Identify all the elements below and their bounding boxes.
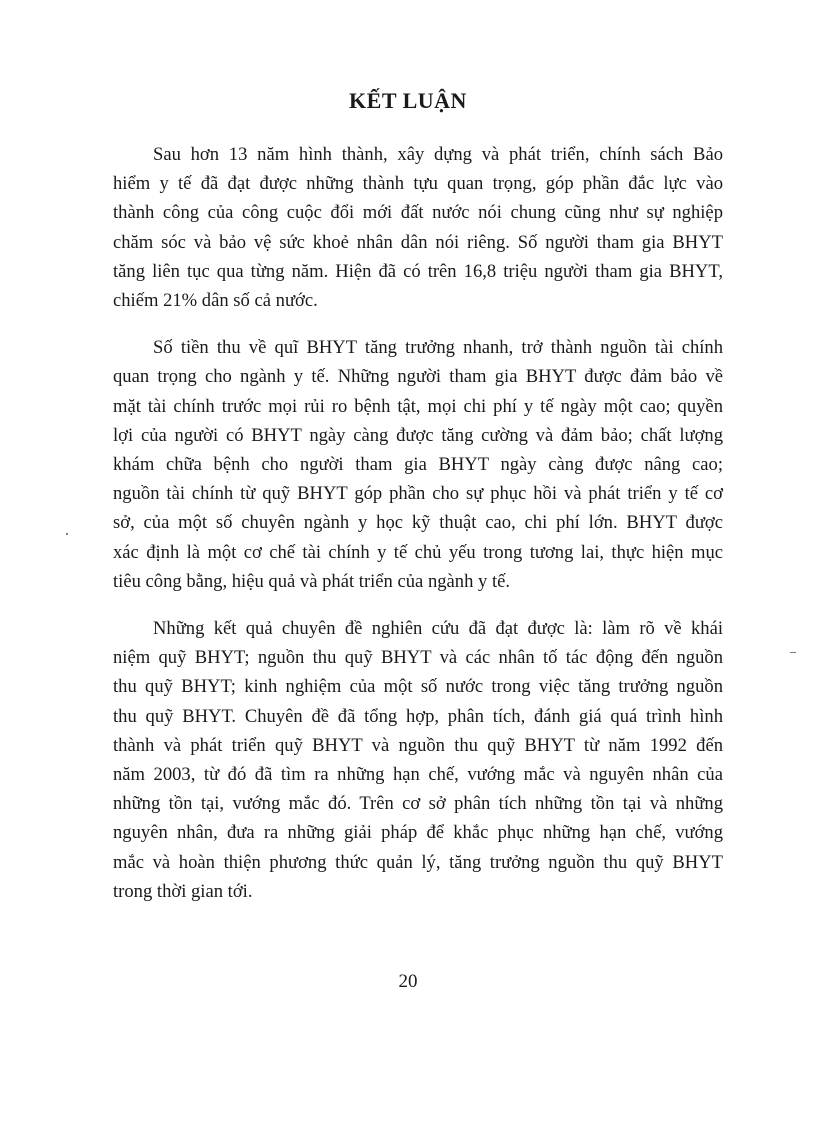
text-line: tăng liên tục qua từng năm. Hiện đã có trên 16,8 triệu người tham gia BHYT, — [113, 260, 723, 282]
paragraph-1 — [113, 140, 723, 315]
text-line: niệm quỹ BHYT; nguồn thu quỹ BHYT và các nhân tố tác động đến nguồn — [113, 647, 723, 669]
text-line: Những kết quả chuyên đề nghiên cứu đã đạt được là: làm rõ về khái — [153, 618, 723, 640]
text-line: mặt tài chính trước mọi rủi ro bệnh tật, mọi chi phí y tế ngày một cao; quyền — [113, 395, 723, 417]
text-line: nguyên nhân, đưa ra những giải pháp để khắc phục những hạn chế, vướng — [113, 822, 723, 844]
paragraph-2 — [113, 333, 723, 596]
text-line: nguồn tài chính từ quỹ BHYT góp phần cho sự phục hồi và phát triển y tế cơ — [113, 483, 723, 505]
scan-mark — [790, 652, 796, 653]
text-line: thu quỹ BHYT; kinh nghiệm của một số nước trong việc tăng trưởng nguồn — [113, 676, 723, 698]
text-line: sở, của một số chuyên ngành y học kỹ thuật cao, chi phí lớn. BHYT được — [113, 512, 723, 534]
text-line: trong thời gian tới. — [113, 880, 253, 902]
text-line: thu quỹ BHYT. Chuyên đề đã tổng hợp, phân tích, đánh giá quá trình hình — [113, 705, 723, 727]
text-line: Số tiền thu về quĩ BHYT tăng trưởng nhanh, trở thành nguồn tài chính — [153, 337, 723, 359]
text-line: mắc và hoàn thiện phương thức quản lý, tăng trưởng nguồn thu quỹ BHYT — [113, 851, 723, 873]
text-line: quan trọng cho ngành y tế. Những người tham gia BHYT được đảm bảo về — [113, 366, 723, 388]
text-line: khám chữa bệnh cho người tham gia BHYT ngày càng được nâng cao; — [113, 454, 723, 476]
paragraph-3 — [113, 614, 723, 906]
text-line: thành và phát triển quỹ BHYT và nguồn thu quỹ BHYT từ năm 1992 đến — [113, 734, 723, 756]
body-text — [113, 140, 723, 924]
text-line: năm 2003, từ đó đã tìm ra những hạn chế, vướng mắc và nguyên nhân của — [113, 764, 723, 786]
scan-speck — [66, 533, 68, 535]
text-line: Sau hơn 13 năm hình thành, xây dựng và phát triển, chính sách Bảo — [153, 144, 723, 165]
text-line: chiếm 21% dân số cả nước. — [113, 290, 318, 312]
text-line: những tồn tại, vướng mắc đó. Trên cơ sở phân tích những tồn tại và những — [113, 793, 723, 815]
text-line: lợi của người có BHYT ngày càng được tăng cường và đảm bảo; chất lượng — [113, 424, 723, 446]
text-line: thành công của công cuộc đổi mới đất nước nói chung cũng như sự nghiệp — [113, 202, 723, 224]
page-title: KẾT LUẬN — [349, 88, 467, 113]
text-line: tiêu công bằng, hiệu quả và phát triển của ngành y tế. — [113, 570, 511, 592]
text-line: xác định là một cơ chế tài chính y tế chủ yếu trong tương lai, thực hiện mục — [113, 541, 723, 563]
page-number: 20 — [398, 971, 418, 992]
text-line: chăm sóc và bảo vệ sức khoẻ nhân dân nói riêng. Số người tham gia BHYT — [113, 231, 723, 253]
text-line: hiểm y tế đã đạt được những thành tựu quan trọng, góp phần đắc lực vào — [113, 173, 723, 195]
